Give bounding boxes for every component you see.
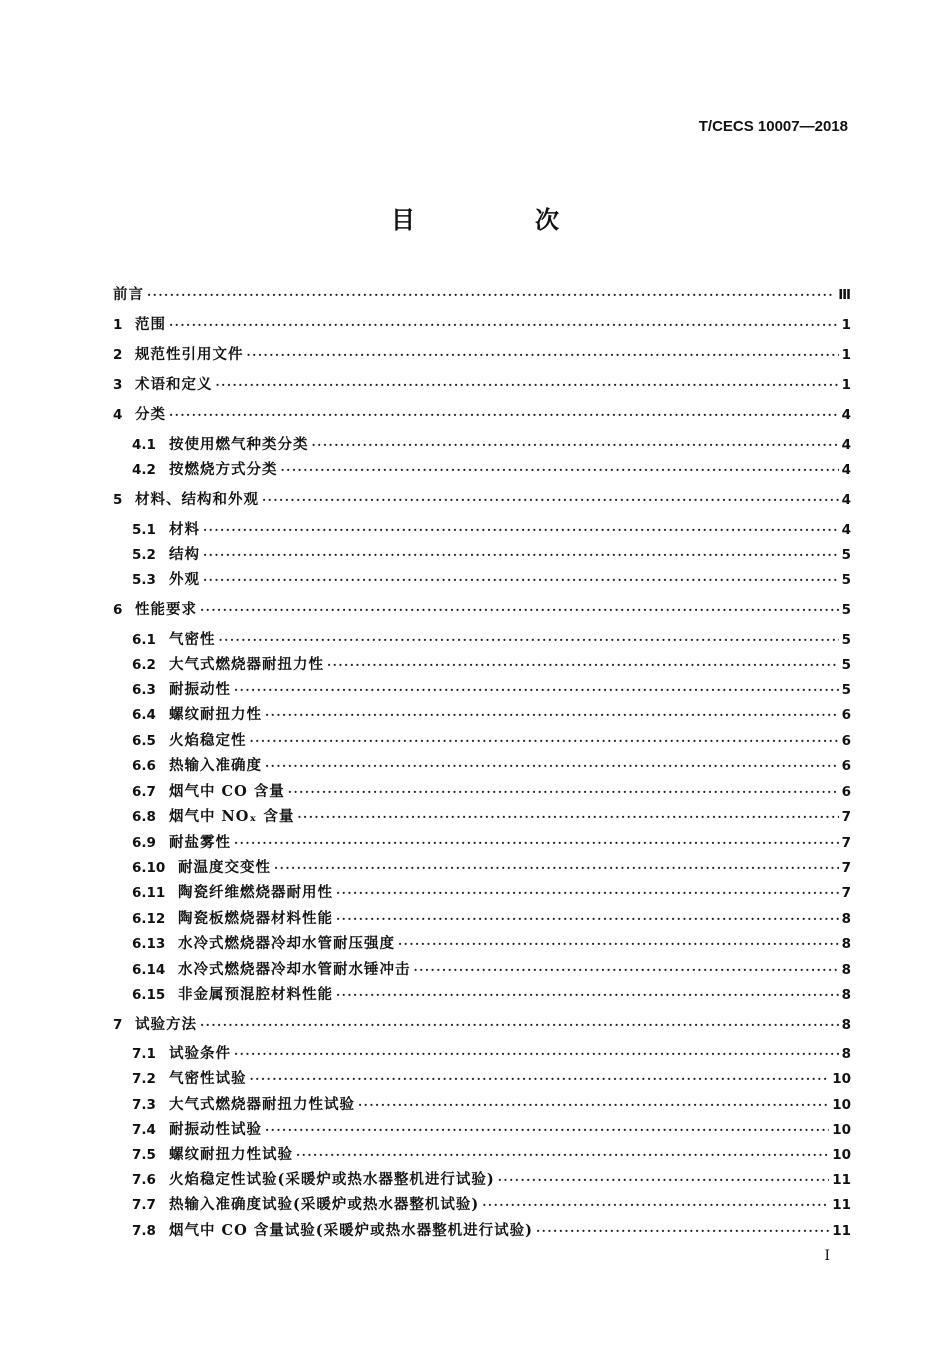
toc-entry-title: 水冷式燃烧器冷却水管耐压强度	[178, 935, 395, 952]
toc-entry-page: 10	[832, 1147, 851, 1163]
toc-dot-leader	[296, 1144, 829, 1166]
toc-entry-title: 材料	[169, 521, 200, 538]
toc-dot-leader	[169, 404, 839, 426]
toc-dot-leader	[203, 519, 839, 541]
toc-entry	[132, 1144, 851, 1166]
toc-dot-leader	[247, 344, 839, 366]
toc-entry-number: 7	[113, 1017, 123, 1033]
toc-entry-page: 7	[841, 809, 851, 825]
toc-entry-title: 外观	[169, 571, 200, 588]
toc-dot-leader	[536, 1220, 829, 1242]
toc-entry	[113, 284, 851, 306]
toc-entry	[132, 519, 851, 541]
toc-entry	[132, 1094, 851, 1116]
toc-dot-leader	[219, 629, 839, 651]
toc-entry-page: 10	[832, 1097, 851, 1113]
toc-entry	[113, 599, 851, 621]
toc-entry-number: 7.7	[132, 1197, 156, 1213]
toc-entry-number: 6.10	[132, 860, 166, 876]
toc-dot-leader	[274, 857, 839, 879]
toc-entry-page: 5	[841, 632, 851, 648]
toc-entry-number: 7.4	[132, 1122, 156, 1138]
toc-entry-page: 5	[841, 657, 851, 673]
toc-dot-leader	[336, 882, 839, 904]
toc-dot-leader	[336, 908, 839, 930]
toc-entry-page: 8	[841, 1046, 851, 1062]
page-number: I	[824, 1248, 830, 1264]
toc-entry-title: 术语和定义	[135, 376, 213, 393]
toc-dot-leader	[234, 832, 839, 854]
toc-entry-number: 6.4	[132, 707, 156, 723]
toc-entry-title: 试验方法	[135, 1016, 197, 1033]
toc-entry-page: 10	[832, 1122, 851, 1138]
toc-entry	[113, 374, 851, 396]
toc-entry-page: 4	[841, 407, 851, 423]
toc-entry-page: 11	[832, 1223, 851, 1239]
toc-entry-page: 7	[841, 835, 851, 851]
toc-entry-number: 7.1	[132, 1046, 156, 1062]
toc-entry-page: 5	[841, 602, 851, 618]
toc-entry-title: 前言	[113, 286, 144, 303]
toc-entry-title: 气密性	[169, 631, 216, 648]
toc-dot-leader	[414, 959, 839, 981]
toc-entry-title: 耐振动性试验	[169, 1121, 262, 1138]
toc-entry-page: 6	[841, 758, 851, 774]
toc-entry	[132, 1169, 851, 1191]
toc-entry	[132, 629, 851, 651]
toc-entry-page: 5	[841, 547, 851, 563]
toc-entry-page: 8	[841, 1017, 851, 1033]
toc-entry	[132, 984, 851, 1006]
toc-entry-page: 8	[841, 911, 851, 927]
toc-entry	[132, 569, 851, 591]
toc-entry-page: 4	[841, 437, 851, 453]
toc-entry-title: 火焰稳定性	[169, 732, 247, 749]
toc-entry	[132, 755, 851, 777]
toc-entry	[132, 806, 851, 828]
toc-dot-leader	[281, 459, 839, 481]
page-title: 目 次	[391, 206, 607, 234]
toc-entry-title: 试验条件	[169, 1045, 231, 1062]
toc-entry-page: 8	[841, 987, 851, 1003]
toc-entry-page: 10	[832, 1071, 851, 1087]
toc-entry-title: 螺纹耐扭力性试验	[169, 1146, 293, 1163]
toc-entry-page: 4	[841, 462, 851, 478]
toc-entry-title: 按燃烧方式分类	[169, 461, 278, 478]
toc-entry	[132, 1068, 851, 1090]
toc-entry-number: 6	[113, 602, 123, 618]
toc-entry-number: 6.11	[132, 885, 166, 901]
toc-entry	[113, 489, 851, 511]
toc-entry-page: Ⅲ	[838, 287, 851, 303]
toc-entry-number: 6.13	[132, 936, 166, 952]
toc-entry-number: 3	[113, 377, 123, 393]
toc-dot-leader	[250, 730, 839, 752]
toc-entry-title: 耐盐雾性	[169, 834, 231, 851]
toc-entry-page: 1	[841, 347, 851, 363]
toc-dot-leader	[200, 1014, 839, 1036]
toc-dot-leader	[265, 755, 839, 777]
toc-entry	[132, 679, 851, 701]
toc-entry-title: 耐温度交变性	[178, 859, 271, 876]
toc-entry	[132, 882, 851, 904]
toc-entry	[132, 654, 851, 676]
toc-entry-page: 6	[841, 707, 851, 723]
toc-entry-number: 5.2	[132, 547, 156, 563]
toc-dot-leader	[234, 679, 839, 701]
toc-entry-number: 6.8	[132, 809, 156, 825]
toc-entry-number: 6.3	[132, 682, 156, 698]
toc-entry-title: 烟气中 CO 含量试验(采暖炉或热水器整机进行试验)	[169, 1222, 533, 1239]
toc-entry-number: 7.8	[132, 1223, 156, 1239]
toc-entry-title: 性能要求	[135, 601, 197, 618]
toc-entry	[132, 1220, 851, 1242]
toc-entry-page: 7	[841, 885, 851, 901]
toc-entry	[132, 908, 851, 930]
toc-entry-page: 8	[841, 962, 851, 978]
toc-entry	[132, 459, 851, 481]
toc-entry-title: 结构	[169, 546, 200, 563]
toc-entry-title: 气密性试验	[169, 1070, 247, 1087]
toc-dot-leader	[327, 654, 839, 676]
toc-entry-title: 热输入准确度	[169, 757, 262, 774]
toc-entry-title: 规范性引用文件	[135, 346, 244, 363]
toc-entry	[132, 730, 851, 752]
toc-entry	[113, 404, 851, 426]
toc-entry-number: 7.3	[132, 1097, 156, 1113]
toc-entry-title: 按使用燃气种类分类	[169, 436, 309, 453]
toc-entry-title: 火焰稳定性试验(采暖炉或热水器整机进行试验)	[169, 1171, 495, 1188]
document-code: T/CECS 10007—2018	[698, 118, 848, 135]
toc-dot-leader	[297, 806, 838, 828]
toc-dot-leader	[234, 1043, 839, 1065]
toc-entry	[132, 1043, 851, 1065]
toc-entry-title: 热输入准确度试验(采暖炉或热水器整机试验)	[169, 1196, 480, 1213]
toc-entry-page: 1	[841, 377, 851, 393]
toc-entry-number: 4	[113, 407, 123, 423]
toc-entry-number: 6.2	[132, 657, 156, 673]
toc-entry	[113, 1014, 851, 1036]
toc-entry	[132, 933, 851, 955]
toc-entry-title: 范围	[135, 316, 166, 333]
toc-entry-page: 4	[841, 492, 851, 508]
toc-entry-number: 6.6	[132, 758, 156, 774]
toc-dot-leader	[312, 434, 839, 456]
toc-entry-title: 分类	[135, 406, 166, 423]
toc-dot-leader	[203, 544, 839, 566]
toc-entry-title: 水冷式燃烧器冷却水管耐水锤冲击	[178, 961, 411, 978]
toc-entry-number: 6.9	[132, 835, 156, 851]
toc-entry	[132, 1194, 851, 1216]
toc-entry-number: 5.1	[132, 522, 156, 538]
toc-entry-number: 6.15	[132, 987, 166, 1003]
toc-entry-number: 6.1	[132, 632, 156, 648]
toc-entry	[113, 344, 851, 366]
toc-dot-leader	[358, 1094, 829, 1116]
toc-entry-number: 4.2	[132, 462, 156, 478]
toc-entry-number: 7.6	[132, 1172, 156, 1188]
toc-entry-number: 5	[113, 492, 123, 508]
toc-entry-page: 7	[841, 860, 851, 876]
toc-entry-page: 5	[841, 682, 851, 698]
toc-dot-leader	[482, 1194, 829, 1216]
toc-entry-page: 6	[841, 733, 851, 749]
toc-dot-leader	[265, 1119, 829, 1141]
toc-entry-title: 非金属预混腔材料性能	[178, 986, 333, 1003]
toc-entry-number: 7.2	[132, 1071, 156, 1087]
toc-dot-leader	[216, 374, 839, 396]
toc-entry-page: 8	[841, 936, 851, 952]
toc-dot-leader	[250, 1068, 830, 1090]
toc-entry-title: 螺纹耐扭力性	[169, 706, 262, 723]
toc-entry	[113, 314, 851, 336]
toc-entry-number: 2	[113, 347, 123, 363]
toc-entry-page: 11	[832, 1172, 851, 1188]
toc-entry	[132, 781, 851, 803]
toc-entry-title: 烟气中 NOₓ 含量	[169, 808, 295, 825]
toc-entry-page: 5	[841, 572, 851, 588]
toc-entry-title: 大气式燃烧器耐扭力性试验	[169, 1096, 355, 1113]
toc-dot-leader	[169, 314, 839, 336]
toc-entry	[132, 1119, 851, 1141]
toc-entry-title: 大气式燃烧器耐扭力性	[169, 656, 324, 673]
toc-entry-number: 6.12	[132, 911, 166, 927]
toc-entry	[132, 544, 851, 566]
toc-entry-page: 4	[841, 522, 851, 538]
toc-entry-number: 7.5	[132, 1147, 156, 1163]
toc-dot-leader	[498, 1169, 829, 1191]
toc-entry	[132, 857, 851, 879]
toc-dot-leader	[203, 569, 839, 591]
toc-entry-title: 烟气中 CO 含量	[169, 783, 285, 800]
toc-entry-number: 6.5	[132, 733, 156, 749]
toc-dot-leader	[336, 984, 839, 1006]
toc-entry-number: 6.14	[132, 962, 166, 978]
toc-entry-title: 材料、结构和外观	[135, 491, 259, 508]
toc-entry-number: 5.3	[132, 572, 156, 588]
toc-entry	[132, 959, 851, 981]
toc-entry-number: 6.7	[132, 784, 156, 800]
toc-entry-page: 11	[832, 1197, 851, 1213]
toc-dot-leader	[288, 781, 839, 803]
toc-entry	[132, 434, 851, 456]
toc-entry-title: 陶瓷板燃烧器材料性能	[178, 910, 333, 927]
toc-entry	[132, 832, 851, 854]
toc-dot-leader	[262, 489, 839, 511]
toc-dot-leader	[398, 933, 839, 955]
toc-entry	[132, 704, 851, 726]
toc-entry-number: 4.1	[132, 437, 156, 453]
toc-entry-page: 6	[841, 784, 851, 800]
toc-dot-leader	[147, 284, 835, 306]
toc-dot-leader	[200, 599, 839, 621]
toc-entry-title: 耐振动性	[169, 681, 231, 698]
toc-entry-number: 1	[113, 317, 123, 333]
toc-entry-title: 陶瓷纤维燃烧器耐用性	[178, 884, 333, 901]
toc-entry-page: 1	[841, 317, 851, 333]
toc-dot-leader	[265, 704, 839, 726]
